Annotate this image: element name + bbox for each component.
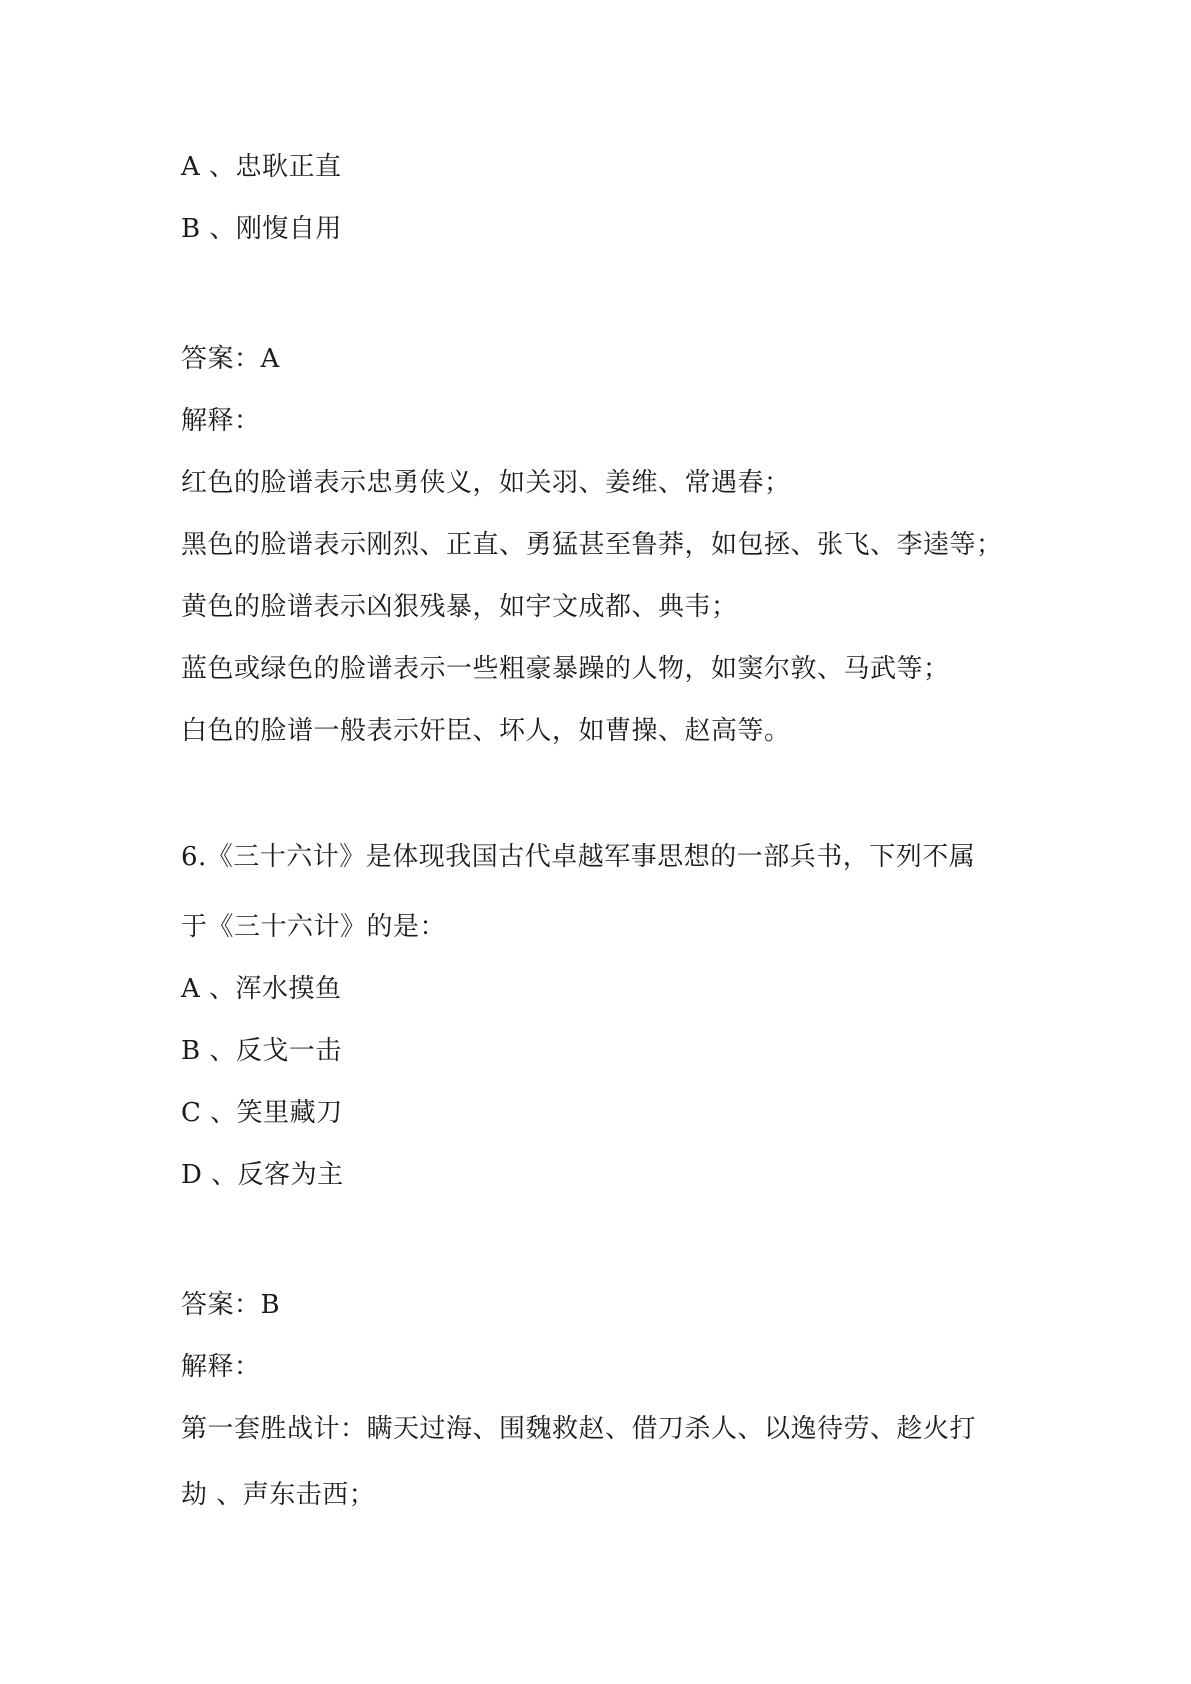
q6-option-a: A 、浑水摸鱼 xyxy=(181,974,342,1004)
q6-answer: 答案：B xyxy=(181,1290,281,1320)
q5-option-b: B 、刚愎自用 xyxy=(181,214,342,244)
q5-explanation-line: 红色的脸谱表示忠勇侠义，如关羽、姜维、常遇春； xyxy=(181,468,791,498)
q5-explanation-line: 黑色的脸谱表示刚烈、正直、勇猛甚至鲁莽，如包拯、张飞、李逵等； xyxy=(181,530,1003,560)
q5-explanation-line: 白色的脸谱一般表示奸臣、坏人，如曹操、赵高等。 xyxy=(181,716,791,746)
q6-question-line1: 6.《三十六计》是体现我国古代卓越军事思想的一部兵书，下列不属 xyxy=(181,842,976,872)
q5-answer: 答案：A xyxy=(181,344,280,374)
q6-option-c: C 、笑里藏刀 xyxy=(181,1098,343,1128)
q6-option-b: B 、反戈一击 xyxy=(181,1036,342,1066)
q5-option-a: A 、忠耿正直 xyxy=(181,152,342,182)
q5-explanation-line: 黄色的脸谱表示凶狠残暴，如宇文成都、典韦； xyxy=(181,592,738,622)
q6-explanation-label: 解释： xyxy=(181,1352,261,1382)
q6-explanation-line2: 劫 、声东击西； xyxy=(181,1480,376,1510)
q6-option-d: D 、反客为主 xyxy=(181,1160,344,1190)
q6-question-line2: 于《三十六计》的是： xyxy=(181,912,447,942)
q5-explanation-line: 蓝色或绿色的脸谱表示一些粗豪暴躁的人物，如窦尔敦、马武等； xyxy=(181,654,950,684)
q5-explanation-label: 解释： xyxy=(181,406,261,436)
q6-explanation-line1: 第一套胜战计：瞒天过海、围魏救赵、借刀杀人、以逸待劳、趁火打 xyxy=(181,1414,977,1444)
